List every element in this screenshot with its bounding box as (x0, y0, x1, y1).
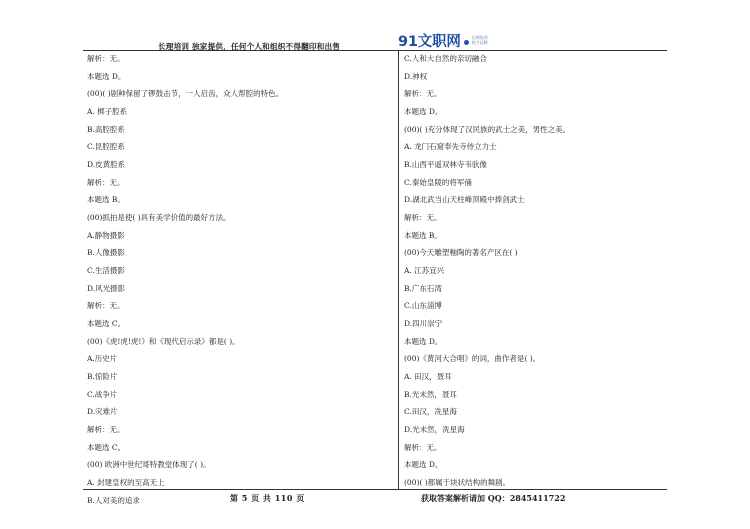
question-line: (00) 欧洲中世纪哥特教堂体现了( )。 (87, 460, 211, 470)
logo-tagline (472, 35, 488, 45)
question-line: B.山西平遥双林寺韦驮像 (404, 160, 487, 170)
question-line: A. 田汉，聂耳 (404, 372, 452, 382)
logo-dot-icon (464, 40, 469, 45)
question-line: 解析：无。 (87, 301, 125, 311)
question-line: B.惊险片 (87, 372, 118, 382)
header-text: 长理培训 独家提供，任何个人和组织不得翻印和出售 (158, 42, 341, 51)
question-line: 解析：无。 (404, 442, 442, 452)
question-line: A.历史片 (87, 354, 118, 364)
question-line: C.秦始皇陵的将军俑 (404, 177, 472, 187)
question-line: 本题选 D。 (404, 107, 443, 117)
logo-tag-line-1: 长期培训 (471, 35, 488, 40)
contact-info: 获取答案解析请加 QQ：2845411722 (421, 493, 566, 503)
question-line: C.生活摄影 (87, 266, 125, 276)
logo-text: 91文职网 (398, 33, 461, 50)
question-line: A.静物摄影 (87, 230, 125, 240)
question-line: (00)( )都属于块状结构的舞剧。 (404, 478, 511, 488)
question-line: B.光未然，聂耳 (404, 389, 457, 399)
question-line: (00)抓拍是使( )具有美学价值的最好方法。 (87, 213, 231, 223)
question-line: 本题选 C。 (87, 319, 126, 329)
question-line: D.风光摄影 (87, 283, 126, 293)
question-line: 解析：无。 (87, 54, 125, 63)
question-line: D.光未然，冼星海 (404, 425, 465, 435)
question-line: 解析：无。 (87, 425, 125, 435)
page-number: 第 5 页 共 110 页 (230, 493, 305, 503)
question-line: 本题选 B。 (87, 195, 125, 205)
question-line: (00)( )剧种保留了锣鼓击节，一人启齿，众人帮腔的特色。 (87, 89, 284, 99)
question-line: 本题选 B。 (404, 230, 442, 240)
question-line: (00)( )充分体现了汉民族的武士之美，男性之美。 (404, 124, 571, 134)
question-line: A. 封建皇权的至高无上 (87, 478, 165, 488)
question-line: 本题选 D。 (87, 71, 126, 81)
question-line: D.四川崇宁 (404, 319, 443, 329)
question-line: C.昆腔腔系 (87, 142, 125, 152)
question-line: D.灾难片 (87, 407, 118, 417)
question-line: D.神权 (404, 71, 428, 81)
right-column (404, 50, 666, 492)
question-line: 解析：无。 (87, 177, 125, 187)
question-line: 解析：无。 (404, 213, 442, 223)
left-column (87, 50, 392, 509)
question-line: A. 梆子腔系 (87, 107, 128, 117)
question-line: C.山东淄博 (404, 301, 442, 311)
question-line: C.战争片 (87, 389, 118, 399)
question-line: C.田汉，冼星海 (404, 407, 457, 417)
question-line: A. 江苏宜兴 (404, 266, 445, 276)
question-line: (00)《虎!虎!虎!》和《现代启示录》都是( )。 (87, 336, 240, 346)
question-line: 本题选 C。 (87, 442, 126, 452)
logo-tag-line-2: 致力品牌 (471, 40, 488, 45)
question-line: A. 龙门石窟奉先寺侍立力士 (404, 142, 497, 152)
question-line: 本题选 D。 (404, 336, 443, 346)
question-line: B.广东石湾 (404, 283, 442, 293)
question-line: 解析：无。 (404, 89, 442, 99)
question-line: B.人像摄影 (87, 248, 125, 258)
column-divider (398, 50, 399, 489)
question-line: B.高腔腔系 (87, 124, 125, 134)
question-line: 本题选 D。 (404, 460, 443, 470)
question-line: B.人对美的追求 (87, 495, 140, 505)
question-line: D.湖北武当山天柱峰顶殿中捧剑武士 (404, 195, 525, 205)
question-line: (00)今天雕塑釉陶的著名产区在( ) (404, 248, 518, 258)
question-line: D.皮黄腔系 (87, 160, 126, 170)
question-line: C.人和大自然的亲切融合 (404, 54, 487, 63)
site-logo (398, 30, 488, 50)
question-line: (00)《黄河大合唱》的词，曲作者是( )。 (404, 354, 541, 364)
